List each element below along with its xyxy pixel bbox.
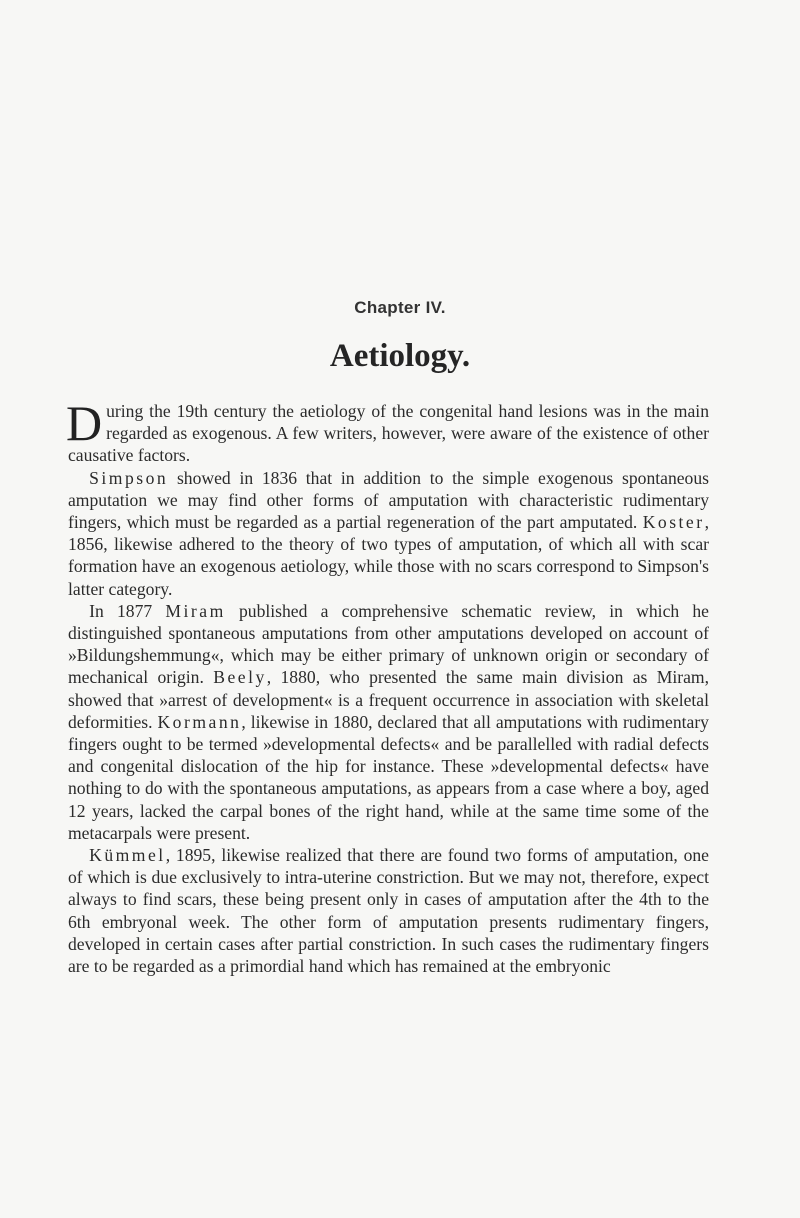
author-name: Koster [642, 512, 705, 533]
author-name: Kümmel [89, 845, 166, 866]
author-name: Beely [213, 667, 267, 688]
paragraph-text: , 1856, likewise adhered to the theory of two types of amputation, of which all with scar formation have an exogenous aetiology, while those with no scars correspond to Simpson's latter category. [68, 512, 709, 599]
paragraph-text: , 1895, likewise realized that there are found two forms of amputation, one of which is due exclusively to intra-uterine constriction. But we may not, therefore, expect always to find scars, these being present only in cases of amputation after the 4th to the 6th embryonal week. The other form of amputation presents rudimentary fingers, developed in certain cases after partial constriction. In such cases the rudimentary fingers are to be regarded as a primordial hand which has remained at the embryonic [68, 845, 709, 977]
drop-cap: D [66, 395, 103, 451]
paragraph-3 [68, 600, 709, 844]
body-text [66, 395, 709, 977]
chapter-title: Aetiology. [329, 338, 471, 374]
paragraph-text: showed in 1836 that in addition to the simple exogenous spontaneous amputation we may find other forms of amputation with characteristic rudimentary fingers, which must be regarded as a partial regeneration of the part amputated. [68, 467, 709, 533]
author-name: Kormann [157, 711, 242, 732]
paragraph-lead: In 1877 [89, 600, 166, 621]
author-name: Miram [165, 600, 226, 621]
paragraph-text: , likewise in 1880, declared that all amputations with rudimentary fingers ought to be termed »developmental defects« and be parallelled with radial defects and congenital dislocation of the hip for instance. These »developmental defects« have nothing to do with the spontaneous amputations, as appears from a case where a boy, aged 12 years, lacked the carpal bones of the right hand, while at the same time some of the metacarpals were present. [68, 711, 709, 843]
chapter-label: Chapter IV. [354, 298, 446, 317]
paragraph-text: , 1880, who presented the same main division as Miram, showed that »arrest of development« is a frequent occurrence in association with skeletal deformities. [68, 667, 709, 732]
paragraph-text: uring the 19th century the aetiology of the congenital hand lesions was in the main regarded as exogenous. A few writers, however, were aware of the existence of other causative factors. [68, 401, 709, 466]
author-name: Simpson [89, 467, 169, 488]
paragraph-2 [68, 467, 709, 600]
paragraph-text: published a comprehensive schematic review, in which he distinguished spontaneous amputations from other amputations developed on account of »Bildungshemmung«, which may be either primary of unknown origin or secondary of mechanical origin. [68, 600, 709, 688]
paragraph-1 [66, 395, 709, 467]
paragraph-4 [68, 844, 709, 977]
